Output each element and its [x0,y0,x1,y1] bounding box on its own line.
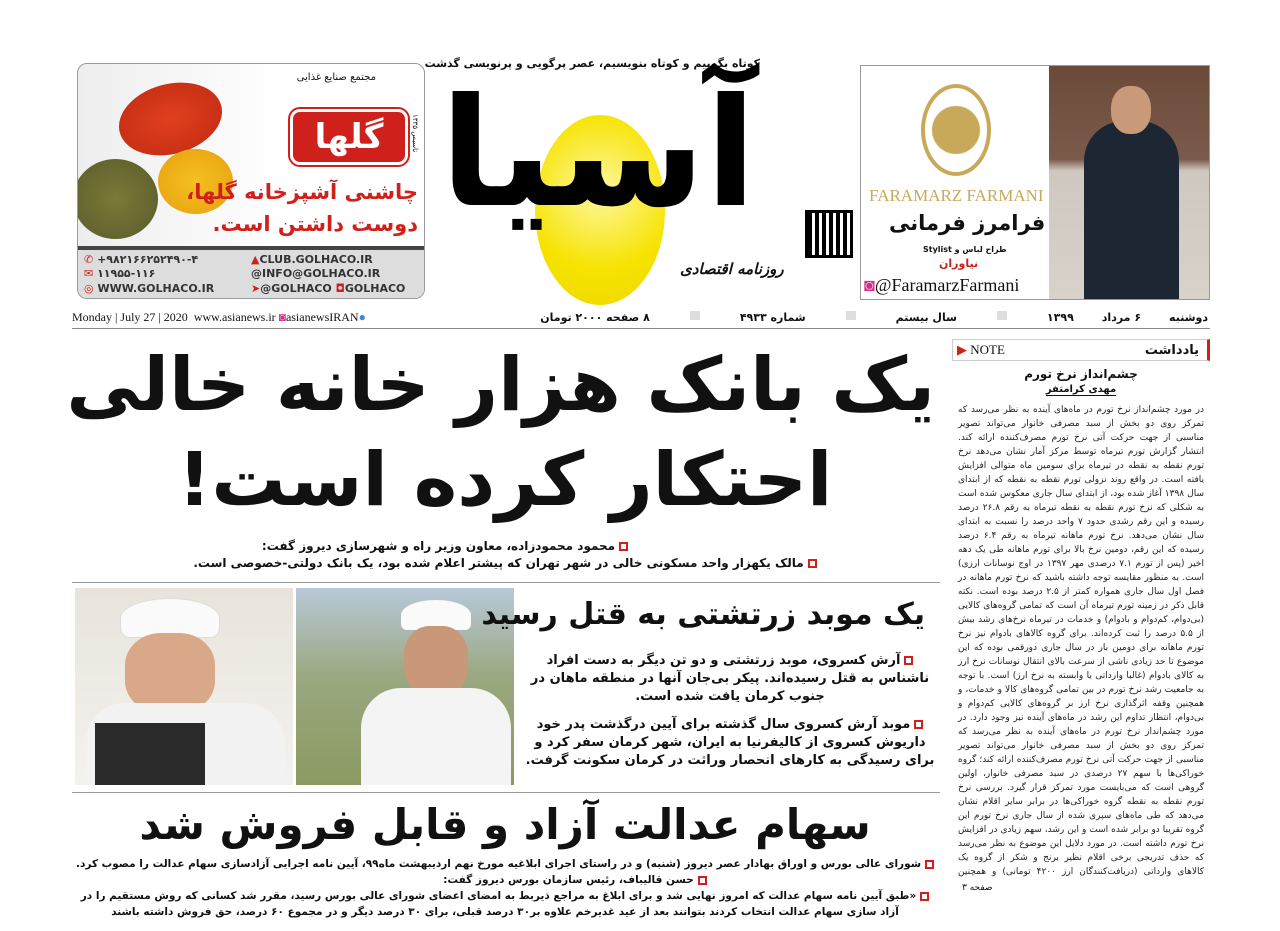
instagram-icon: ◙ [278,310,286,324]
po-box: ✉ ۱۱۹۵۵-۱۱۶ [84,267,156,281]
day-month: ۶ مرداد [1101,311,1142,324]
model-photo [1049,66,1209,299]
social[interactable]: ➤@GOLHACO ◘GOLHACO [251,281,406,295]
bullet-item: «طبق آیین نامه سهام عدالت که امروز نهایی شد و برای ابلاغ به مراجع ذیربط به امضای اعضای شورای عالی بورس رسید، مقرر شد کسانی که روش مستقیم را در آزاد سازی سهام عدالت انتخاب کردند بتوانند بعد از عید غدیرخم علاوه بر۳۰ درصد قبلی، برای ۳۰ درصد دیگر و در مجموع ۶۰ درصد، حق فروش داشته باشند [75,888,935,920]
year-volume: سال بیستم [895,311,957,324]
company-label: مجتمع صنایع غذایی [296,72,376,83]
year-fa: ۱۳۹۹ [1046,311,1074,324]
arrow-right-icon: ▶ [957,342,967,357]
asia-logo: آسیا [440,67,757,241]
role: طراح لباس و Stylist [923,245,1007,254]
bullet-square-icon [925,860,934,869]
phone: ✆ +۹۸۲۱۶۶۲۵۲۴۹۰-۴ [84,253,199,266]
bullet-item: آرش کسروی، موبد زرتشتی و دو تن دیگر به دست افراد ناشناس به قتل رسیده‌اند. پیکر بی‌جان آنها در منطقه ماهان در جنوب کرمان یافت شده است. [530,653,930,704]
slogan-line-1: چاشنی آشپزخانه گلها، [186,180,418,204]
golha-logo: گلها [290,109,408,165]
club-url[interactable]: ▲CLUB.GOLHACO.IR [251,253,373,266]
instagram-link[interactable]: asianewsIRAN [285,310,359,324]
note-title[interactable]: چشم‌انداز نرخ تورم [1024,367,1138,381]
faramarz-farmani-advertisement[interactable] [860,65,1210,300]
instagram-icon: ◙ [864,275,875,295]
weekday: دوشنبه [1169,311,1208,324]
website-link[interactable]: www.asianews.ir [193,310,276,324]
story1-bullets [75,538,935,572]
note-body: در مورد چشم‌انداز نرخ تورم در ماه‌های آینده به نظر می‌رسد که تمرکز روی دو بخش از سبد مصرفی خانوار می‌تواند تصویر مناسبی از جهت حرکت آتی نرخ تورم مصرف‌کننده ارائه کند. انتشار گزارش تورم تیرماه توسط مرکز آمار نشان می‌دهد نرخ تورم نقطه به نقطه در تیرماه برای سومین ماه متوالی افزایش یافته است. در واقع روند نزولی تورم نقطه به نقطه که از ابتدای سال ۱۳۹۸ آغاز شده بود، از ابتدای سال جاری معکوس شده است به شکلی که نرخ تورم نقطه به نقطه تیرماه به رقم ۲۶.۸ درصد رسیده و این رقم رشدی حدود ۷ واحد درصد را نسبت به ابتدای سال نشان می‌دهد. نرخ تورم ماهانه تیرماه به رقم ۶.۴ درصد رسیده که این رقم، دومین نرخ بالا برای تورم ماهانه طی یک دهه اخیر (پس از تورم ۷.۱ درصدی مهر ۱۳۹۷ در اوج نوسانات ارزی) است. به منظور مقایسه توجه داشته باشید که نرخ تورم ماهانه در فصل اول سال جاری همواره کمتر از ۲.۵ درصد بوده است. نکته قابل ذکر در زمینه تورم تیرماه آن است که تمامی گروه‌های کالایی (بی‌دوام، کم‌دوام و بادوام) و خدمات در تیرماه نرخ‌های رشد بیش از ۵.۵ درصد را ثبت کرده‌اند. برای گروه کالاهای بادوام نیز نرخ تورم ماهانه برای دومین بار در سال جاری دورقمی بوده که این موضوع تا حد زیادی ناشی از سرعت بالای انتقال نوسانات نرخ ارز به کالای بادوام (غالبا وارداتی یا وابسته به نرخ ارز) است. با توجه به جامعیت رشد نرخ تورم در بین تمامی گروه‌های کالا و خدمات، و همچنین وقفه اثرگذاری نرخ ارز بر گروه‌های کالایی کم‌دوام و بی‌دوام، انتظار تداوم این رشد در ماه‌های آینده نیز وجود دارد. در مورد چشم‌انداز نرخ تورم در ماه‌های آینده به نظر می‌رسد که تمرکز روی دو بخش از سبد مصرفی خانوار می‌تواند تصویر مناسبی از جهت حرکت آتی نرخ تورم مصرف‌کننده ارائه کند؛ گروه خوراکی‌ها با سهم ۲۷ درصدی در سبد مصرفی خانوار، اولین گروهی است که می‌بایست مورد تمرکز قرار گیرد. بررسی نرخ تورم نقطه به نقطه گروه خوراکی‌ها در برابر سایر اقلام نشان می‌دهد که طی ماه‌های سپری شده از سال جاری نرخ تورم این گروه تقریبا دو برابر شده است و این رشد، سهم زیادی در افزایش نرخ تورم داشته است. در مورد دلایل این موضوع به نظر می‌رسد که حذف تدریجی برخی اقلام نظیر برنج و شکر از گروه یک کالاهای وارداتی (دریافت‌کنندگان ارز ۴۲۰۰ تومانی) و همچنین [958,405,1205,877]
brand-en: FARAMARZ FARMANI [869,186,1044,205]
globe-icon: ◎ [84,281,94,295]
email[interactable]: @INFO@GOLHACO.IR [251,267,381,281]
phone-icon: ✆ [84,253,94,266]
note-label-en: NOTE [970,342,1005,357]
bullet-square-icon [904,656,913,665]
telegram-icon: ➤ [251,281,261,295]
bullet-item: موبد آرش کسروی سال گذشته برای آیین درگذشت پدر خود داریوش کسروی از کالیفرنیا به ایران، شهر کرمان سفر کرد و برای رسیدگی به کارهای انحصار وراثت در کرمان سکونت گرفت. [525,717,935,768]
herbs-image [77,159,158,239]
story2-headline[interactable]: یک موبد زرتشتی به قتل رسید [481,597,925,632]
info-bar [72,307,1210,329]
tagline: کوتاه بگوییم و کوتاه بنویسیم، عصر پرگویی و پرنویسی گذشت [424,57,760,70]
bullet-square-icon [808,559,817,568]
issue-number: شماره ۴۹۳۳ [739,311,806,324]
location: نیاوران [939,257,979,270]
bullet-item: حسن قالیباف، رئیس سازمان بورس دیروز گفت: [75,872,935,888]
bullet-square-icon [914,720,923,729]
pages-price: ۸ صفحه ۲۰۰۰ تومان [540,311,650,324]
bullet-square-icon [619,542,628,551]
instagram-handle[interactable]: ◙@FaramarzFarmani [864,275,1020,295]
note-header [952,339,1210,361]
founded-label: تاسیس ۱۳۳۵ [411,114,419,153]
story3-bullets [75,856,935,920]
bullet-square-icon [698,876,707,885]
brand-fa: فرامرز فرمانی [889,211,1046,235]
main-headline[interactable] [66,338,935,528]
masthead [424,55,855,305]
photo-reading [75,588,293,785]
bullet-item: شورای عالی بورس و اوراق بهادار عصر دیروز (شنبه) و در راستای اجرای ابلاغیه مورخ نهم اردیبهشت ماه۹۹، آیین نامه اجرایی آزادسازی سهام عدالت را مصوب کرد. [75,856,935,872]
club-icon: ▲ [251,253,260,266]
slogan-line-2: دوست داشتن است. [212,212,418,236]
bullet-square-icon [920,892,929,901]
website[interactable]: ◎ WWW.GOLHACO.IR [84,281,215,295]
mail-icon: ✉ [84,267,94,281]
divider [72,582,940,583]
note-author: مهدی کرامتفر [1045,384,1117,395]
note-label-fa: یادداشت [1144,342,1199,358]
bullet-item: مالک یکهزار واحد مسکونی خالی در شهر تهران که پیشتر اعلام شده بود، یک بانک دولتی-خصوصی است. [75,555,935,572]
verified-icon: ● [358,310,366,324]
note-column [952,339,1210,929]
bullet-item: محمود محمودزاده، معاون وزیر راه و شهرسازی دیروز گفت: [75,538,935,555]
qr-code-icon[interactable] [805,210,853,258]
ff-emblem-icon [921,84,991,176]
instagram-icon: ◘ [335,281,345,295]
headline-line-1: یک بانک هزار خانه خالی [66,342,935,428]
continued-page[interactable]: صفحه ۳ [962,883,993,893]
headline-line-2: احتکار کرده است! [177,437,833,523]
date-en: Monday | July 27 | 2020 [72,310,188,324]
story2-bullets [525,652,935,770]
golha-advertisement[interactable] [77,63,425,299]
story3-headline[interactable]: سهام عدالت آزاد و قابل فروش شد [139,800,871,849]
subtitle: روزنامه اقتصادی [680,260,784,278]
divider [72,792,940,793]
